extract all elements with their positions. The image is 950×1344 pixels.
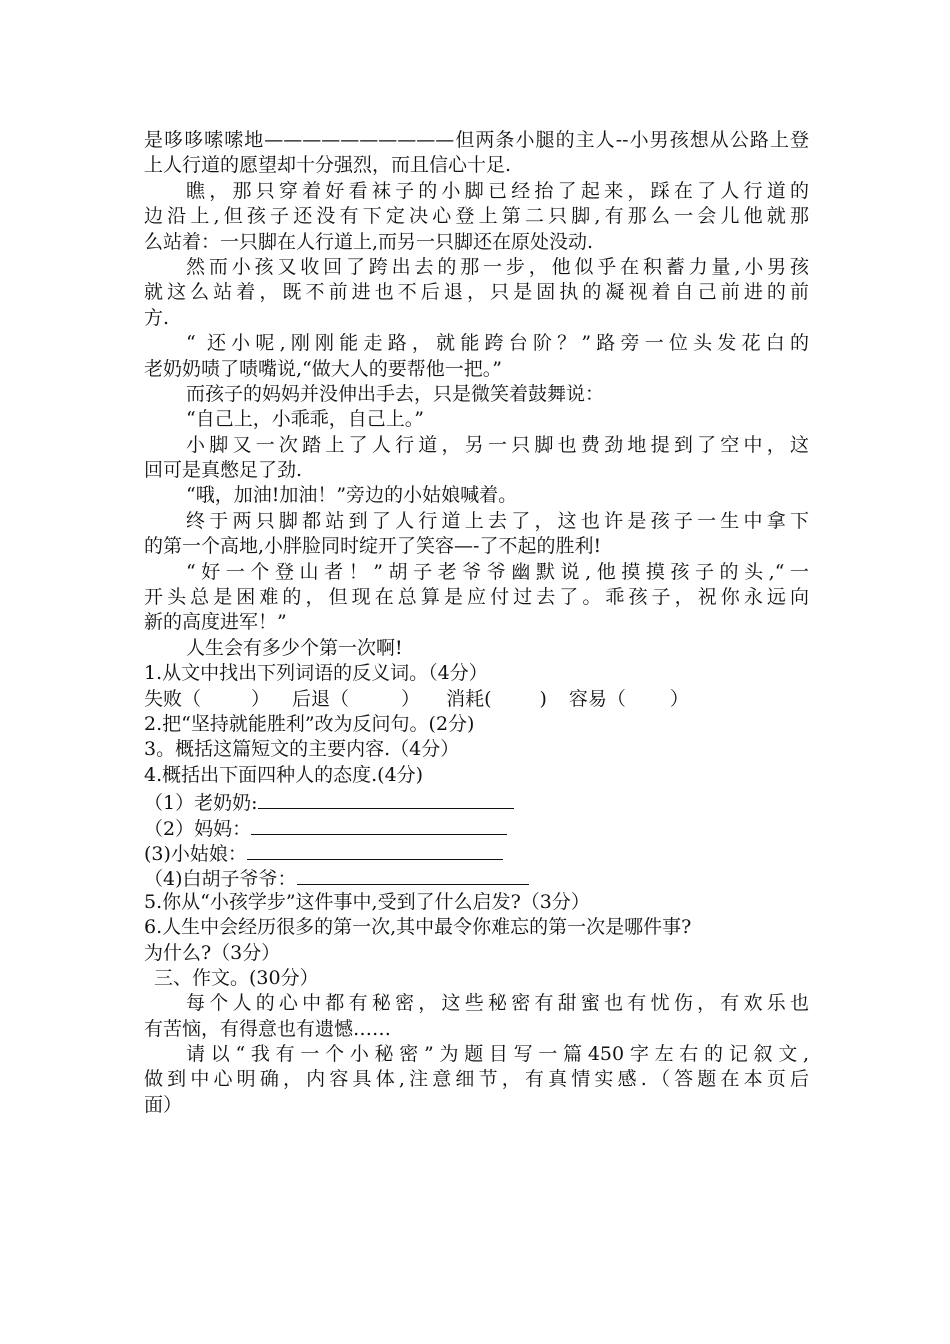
composition-section [144,966,809,1118]
antonym-word: 后退（ [292,687,350,710]
question-6: 6.人生中会经历很多的第一次,其中最令你难忘的第一次是哪件事? [144,916,692,939]
attitude-item-girl [144,839,809,864]
question-1: 1.从文中找出下列词语的反义词。（4分） [144,662,488,685]
passage-line: 瞧，那只穿着好看袜子的小脚已经抬了起来，踩在了人行道的 [186,179,809,202]
composition-line: 做到中心明确，内容具体,注意细节，有真情实感.（答题在本页后 [144,1068,809,1091]
exam-page [144,128,809,1118]
passage-line: 的第一个高地,小胖脸同时绽开了笑容—-了不起的胜利! [144,535,602,558]
question-5: 5.你从“小孩学步”这件事中,受到了什么启发?（3分） [144,890,590,913]
reading-passage [144,128,809,661]
passage-line: 回可是真憋足了劲. [144,459,303,482]
question-3: 3。概括这篇短文的主要内容.（4分） [144,738,460,761]
antonym-word: 消耗( [446,687,492,710]
question-6-cont: 为什么?（3分） [144,941,281,964]
passage-line: 是哆哆嗦嗦地——————————但两条小腿的主人--小男孩想从公路上登 [144,129,809,151]
passage-line: “哦，加油!加油！”旁边的小姑娘喊着。 [186,484,518,507]
passage-line: “ 还小呢,刚刚能走路，就能跨台阶？”路旁一位头发花白的 [186,332,809,355]
passage-line: 上人行道的愿望却十分强烈，而且信心十足. [144,154,512,177]
passage-line: 方. [144,306,170,329]
answer-blank[interactable] [247,839,503,860]
antonym-close: ） [401,687,421,710]
attitude-label: （2）妈妈： [144,817,252,840]
question-4: 4.概括出下面四种人的态度.(4分) [144,763,424,786]
questions [144,661,809,966]
passage-line: 人生会有多少个第一次啊! [186,636,403,659]
composition-line: 面） [144,1093,183,1116]
antonym-close: ) [539,687,547,710]
passage-line: 而孩子的妈妈并没伸出手去，只是微笑着鼓舞说： [186,382,605,405]
antonym-word: 失败（ [144,687,202,710]
answer-blank[interactable] [297,864,529,885]
composition-line: 请以“我有一个小秘密”为题目写一篇450字左右的记叙文, [186,1043,809,1066]
attitude-label: (3)小姑娘： [144,842,247,865]
passage-line: 就这么站着，既不前进也不后退，只是固执的凝视着自己前进的前 [144,281,809,304]
passage-line: “好一个登山者！”胡子老爷爷幽默说,他摸摸孩子的头,“一 [186,560,809,583]
composition-line: 有苦恼，有得意也有遗憾…… [144,1017,392,1040]
question-2: 2.把“坚持就能胜利”改为反问句。(2分) [144,712,475,735]
passage-line: 老奶奶啧了啧嘴说,“做大人的要帮他一把。” [144,357,502,380]
passage-line: 然而小孩又收回了跨出去的那一步，他似乎在积蓄力量,小男孩 [186,255,809,278]
antonym-word: 容易（ [568,687,626,710]
attitude-item-grandpa [144,864,809,889]
antonym-row [144,687,809,712]
attitude-label: （4)白胡子爷爷： [144,868,297,891]
passage-line: 终于两只脚都站到了人行道上去了，这也许是孩子一生中拿下 [186,509,809,532]
passage-line: 开头总是困难的，但现在总算是应付过去了。乖孩子，祝你永远向 [144,586,809,609]
passage-line: “自己上，小乖乖，自己上。” [186,408,424,431]
composition-heading: 三、作文。(30分） [154,966,319,989]
answer-blank[interactable] [251,814,507,835]
composition-line: 每个人的心中都有秘密，这些秘密有甜蜜也有忧伤，有欢乐也 [186,992,809,1015]
passage-line: 么站着：一只脚在人行道上,而另一只脚还在原处没动. [144,230,594,253]
answer-blank[interactable] [258,788,514,809]
attitude-item-mother [144,814,809,839]
antonym-close: ） [669,687,689,710]
attitude-item-grandma [144,788,809,813]
antonym-close: ） [251,687,271,710]
passage-line: 边沿上,但孩子还没有下定决心登上第二只脚,有那么一会儿他就那 [144,205,809,228]
passage-line: 新的高度进军！” [144,611,287,634]
attitude-label: （1）老奶奶: [144,792,258,815]
passage-line: 小脚又一次踏上了人行道，另一只脚也费劲地提到了空中，这 [186,433,809,456]
